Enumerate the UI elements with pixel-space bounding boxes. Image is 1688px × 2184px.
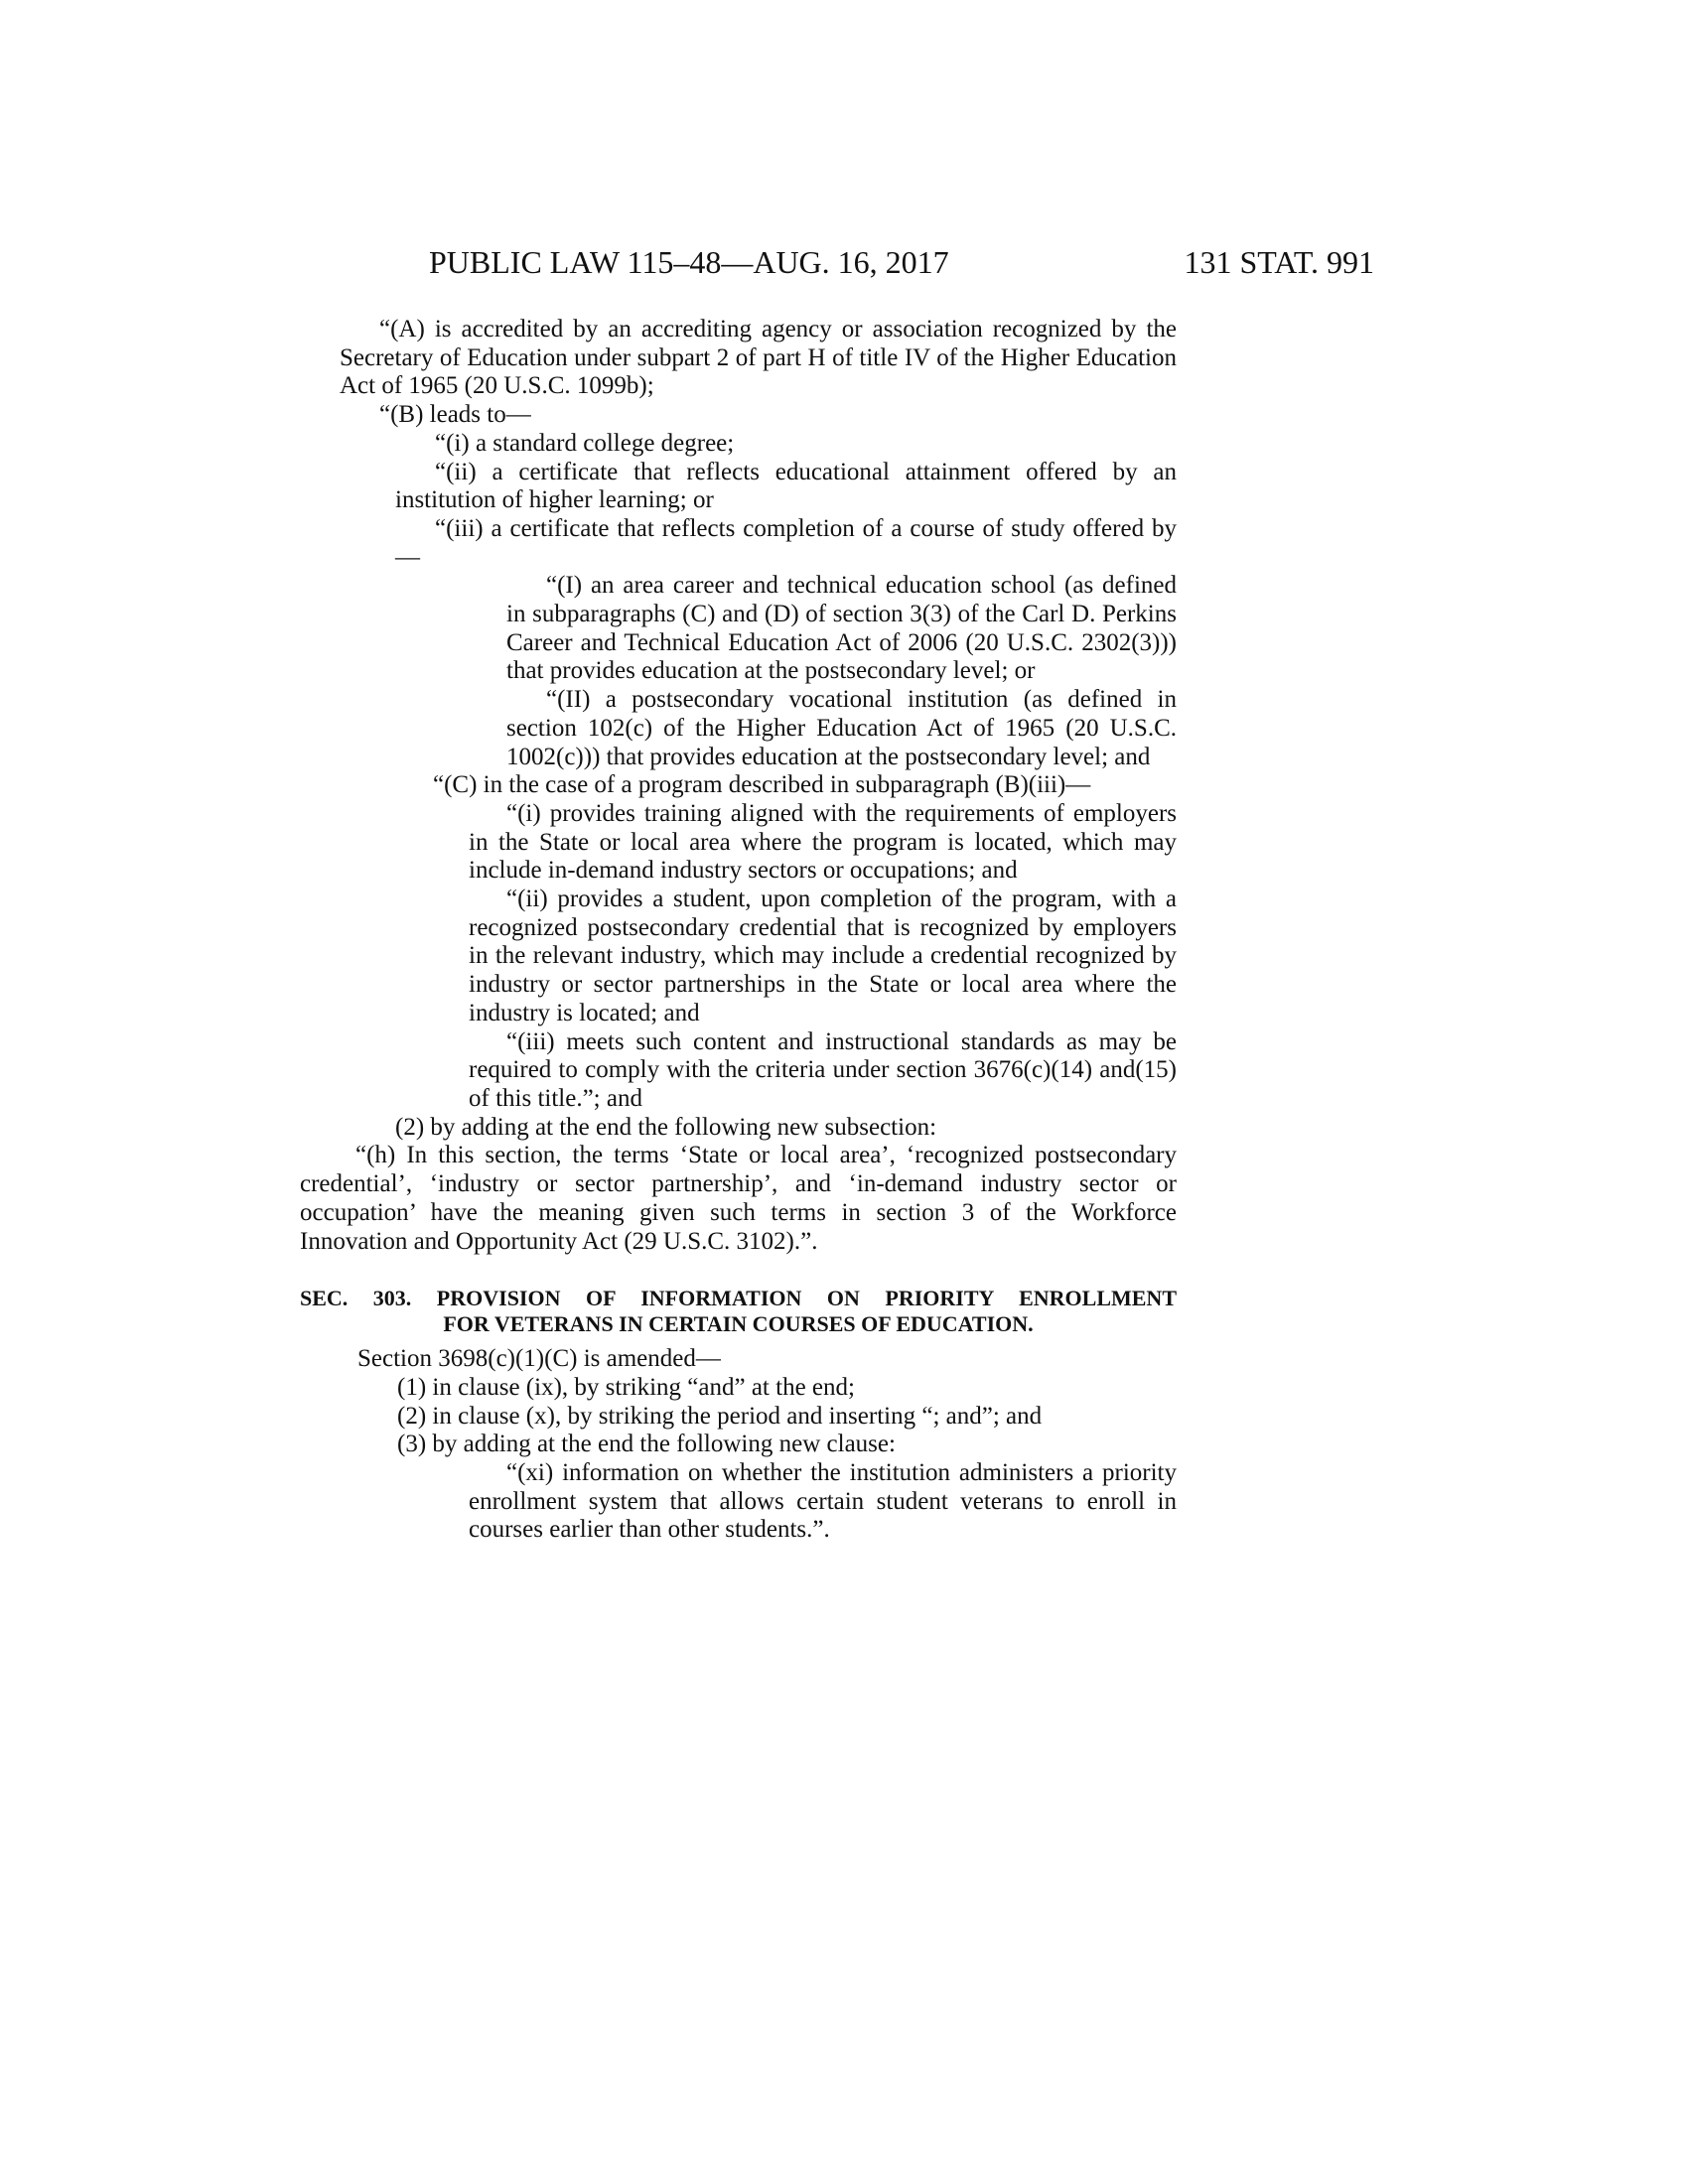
paragraph-C: “(C) in the case of a program described in subparagraph (B)(iii)— xyxy=(433,771,1091,799)
section-heading-line-2: FOR VETERANS IN CERTAIN COURSES OF EDUCATION. xyxy=(443,1311,1034,1337)
section-item-3: (3) by adding at the end the following new clause: xyxy=(397,1431,896,1458)
section-heading-line-1: SEC. 303. PROVISION OF INFORMATION ON PRIORITY ENROLLMENT xyxy=(300,1286,1177,1311)
amendment-item-2: (2) by adding at the end the following new subsection: xyxy=(395,1113,937,1141)
subsection-h: “(h) In this section, the terms ‘State or local area’, ‘recognized postsecondary credential’, ‘industry or sector partnership’, and ‘in-demand industry sector or occupation’ have the meaning given such terms in section 3 of the Workforce Innovation and Opportunity Act (29 U.S.C. 3102).”. xyxy=(300,1142,1177,1255)
section-heading xyxy=(300,1286,1177,1337)
clause-C-iii: “(iii) meets such content and instructional standards as may be required to comply with the criteria under section 3676(c)(14) and(15) of this title.”; and xyxy=(469,1027,1177,1112)
section-intro: Section 3698(c)(1)(C) is amended— xyxy=(357,1345,721,1373)
subclause-B-iii-I: “(I) an area career and technical education school (as defined in subparagraphs (C) and (D) of section 3(3) of the Carl D. Perkins Career and Technical Education Act of 2006 (20 U.S.C. 2302(3))) that provides education at the postsecondary level; or xyxy=(506,572,1177,685)
clause-xi: “(xi) information on whether the institution administers a priority enrollment system that allows certain student veterans to enroll in courses earlier than other students.”. xyxy=(469,1459,1177,1544)
paragraph-B: “(B) leads to— xyxy=(379,401,531,429)
document-body xyxy=(300,316,1177,1545)
running-head-title: PUBLIC LAW 115–48—AUG. 16, 2017 xyxy=(429,244,949,280)
subclause-B-iii-II: “(II) a postsecondary vocational institution (as defined in section 102(c) of the Higher Education Act of 1965 (20 U.S.C. 1002(c))) that provides education at the postsecondary level; and xyxy=(506,686,1177,770)
section-item-1: (1) in clause (ix), by striking “and” at the end; xyxy=(397,1373,855,1401)
page-header xyxy=(429,244,1374,290)
clause-B-ii: “(ii) a certificate that reflects educational attainment offered by an institution of higher learning; or xyxy=(395,458,1177,514)
clause-C-i: “(i) provides training aligned with the requirements of employers in the State or local area where the program is located, which may include in-demand industry sectors or occupations; and xyxy=(469,799,1177,885)
section-item-2: (2) in clause (x), by striking the period and inserting “; and”; and xyxy=(397,1402,1043,1430)
clause-B-i: “(i) a standard college degree; xyxy=(435,429,735,457)
page-number: 131 STAT. 991 xyxy=(1184,244,1374,280)
clause-C-ii: “(ii) provides a student, upon completion of the program, with a recognized postsecondary credential that is recognized by employers in the relevant industry, which may include a credential recognized by industry or sector partnerships in the State or local area where the industry is located; and xyxy=(469,886,1177,1026)
clause-B-iii: “(iii) a certificate that reflects completion of a course of study offered by— xyxy=(395,514,1177,571)
paragraph-A: “(A) is accredited by an accrediting agency or association recognized by the Secretary of Education under subpart 2 of part H of title IV of the Higher Education Act of 1965 (20 U.S.C. 1099b); xyxy=(340,316,1177,400)
